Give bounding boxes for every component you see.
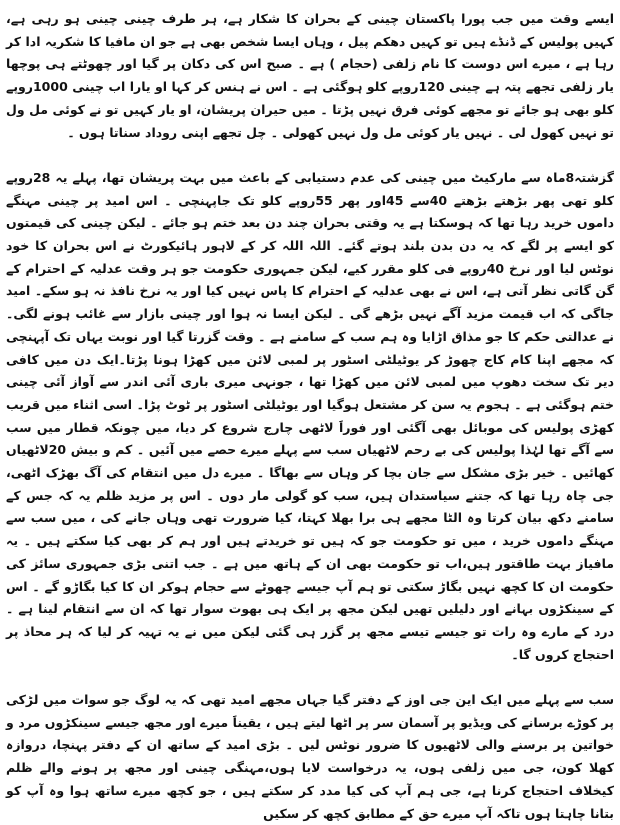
- paragraph-spacer: [6, 144, 614, 167]
- article-paragraph-3: سب سے پہلے میں ایک این جی اوز کے دفتر گیا جہاں مجھے امید تھی کہ یہ لوگ جو سوات میں لڑکی پر کوڑے برسانے کی ویڈیو پر آسمان سر پر اٹھا لیتے ہیں ، یقیناََ میرے اور مجھ جیسے سینکڑوں مرد و خواتین پر برسنے والی لاٹھیوں کا ضرور نوٹس لیں ۔ بڑی امید کے ساتھ ان کے دفتر پہنچا، دروازہ کھلا کون، جی میں زلفی ہوں، یہ درخواست لایا ہوں،مہنگی چینی اور مجھ پر ہونے والے ظلم کیخلاف احتجاج کرنا ہے، جی ہم آپ کی کیا مدد کر سکتے ہیں ، جو کچھ میرے ساتھ ہوا وہ آپ کو بتانا چاہتا ہوں تاکہ آپ میرے حق کے مطابق کچھ کر سکیں: [6, 692, 614, 821]
- article-paragraph-2: گزشتہ8ماہ سے مارکیٹ میں چینی کی عدم دستیابی کے باعث میں بہت پریشان تھا، پہلے یہ 28روپے کلو تھی پھر بڑھتے بڑھتے 40سے 45اور پھر 55روپے کلو تک جاپہنچی ۔ اس امید پر چینی مہنگے داموں خرید رہا تھا کہ ہوسکتا ہے یہ وقتی بحران چند دن بعد ختم ہو جائے ۔ لیکن چینی کی قیمتوں کو ایسے پر لگے کہ یہ دن بدن بلند ہوتے گئے۔ اللہ اللہ کر کے لاہور ہائیکورٹ نے اس بحران کا خود نوٹس لیا اور نرخ 40روپے فی کلو مقرر کیے، لیکن جمہوری حکومت جو ہر وقت عدلیہ کے احترام کے گن گاتی نظر آتی ہے، اس نے بھی عدلیہ کے احترام کا پاس نہیں کیا اور یہ نرخ نافذ نہ ہو سکے۔ امید جاگی کہ اب قیمت مزید آگے نہیں بڑھے گی ۔ لیکن ایسا نہ ہوا اور چینی بازار سے غائب ہونے لگی۔ نے عدالتی حکم کا جو مذاق اڑایا وہ ہم سب کے سامنے ہے ۔ وقت گزرتا گیا اور نوبت یہاں تک آپہنچی کہ مجھے اپنا کام کاج چھوڑ کر یوٹیلٹی اسٹور پر لمبی لائن میں کھڑا ہونا پڑتا۔ایک دن میں کافی دیر تک سخت دھوپ میں لمبی لائن میں کھڑا تھا ، جونہی میری باری آئی اندر سے آواز آئی چینی ختم ہوگئی ہے ۔ ہجوم یہ سن کر مشتعل ہوگیا اور یوٹیلٹی اسٹور پر ٹوٹ پڑا۔ اسی اثناء میں قریب کھڑی پولیس کی موبائل بھی آگئی اور فوراََ لاٹھی چارج شروع کر دیا، میں چونکہ قطار میں سب سے آگے تھا لہٰذا پولیس کی بے رحم لاٹھیاں سب سے پہلے میرے حصے میں آئیں ۔ کم و بیش 20لاٹھیاں کھائیں ۔ خیر بڑی مشکل سے جان بچا کر وہاں سے بھاگا ۔ میرے دل میں انتقام کی آگ بھڑک اٹھی، جی چاہ رہا تھا کہ جتنے سیاستدان ہیں، سب کو گولی مار دوں ۔ اس پر مزید ظلم یہ کہ جس کے سامنے دکھ بیان کرتا وہ الٹا مجھے ہی برا بھلا کہتا، کیا ضرورت تھی وہاں جانے کی ، میں سب سے مہنگے داموں خرید ، میں تو حکومت جو کہ ہیں تو خریدتے ہیں اور ہم کر بھی کیا سکتے ہیں ۔ یہ مافیاز بہت طاقتور ہیں،اب تو حکومت بھی ان کے ہاتھ میں ہے ۔ جب اتنی بڑی جمہوری سائز کی حکومت ان کا کچھ نہیں بگاڑ سکتی تو ہم آپ جیسے چھوٹے سے حجام ہوکر ان کا کیا بگاڑو گے ۔ اس کے سینکڑوں بہانے اور دلیلیں تھیں لیکن مجھ پر ایک ہی بھوت سوار تھا کہ ان سے انتقام لینا ہے ۔درد کے مارے وہ رات تو جیسے تیسے مجھ پر گزر ہی گئی لیکن میں نے یہ تہیہ کر لیا کہ ہر محاذ پر احتجاج کروں گا۔: [6, 169, 614, 662]
- article-paragraph-1: ایسے وقت میں جب پورا پاکستان چینی کے بحران کا شکار ہے، ہر طرف چینی چینی ہو رہی ہے، کہیں پولیس کے ڈنڈے ہیں تو کہیں دھکم پیل ، وہاں ایسا شخص بھی ہے جو ان مافیا کا شکریہ ادا کر رہا ہے ، میرے اس دوست کا نام زلفی (حجام ) ہے ۔ صبح اس کی دکان پر گیا اور چھوٹتے ہی پوچھا یار زلفی تجھے پتہ ہے چینی 120روپے کلو ہوگئی ہے ۔ اس نے ہنس کر کہا او یارا اب چینی 1000روپے کلو بھی ہو جائے تو مجھے کوئی فرق نہیں پڑتا ۔ میں حیران پریشان، او یار کہیں تو نے کوئی مل ول تو نہیں کھول لی ۔ نہیں یار کوئی مل ول نہیں کھولی ۔ چل تجھے اپنی روداد سناتا ہوں ۔: [6, 11, 614, 140]
- article-page: [6, 8, 614, 825]
- paragraph-spacer: [6, 666, 614, 689]
